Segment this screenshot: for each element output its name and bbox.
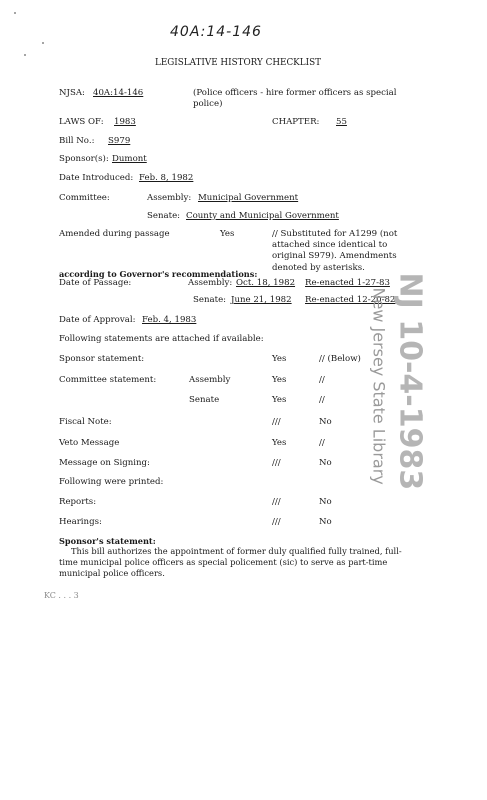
- passage-assembly-label: Assembly:: [188, 278, 233, 288]
- reports-label: Reports:: [59, 497, 97, 507]
- committee-statement-senate-note: //: [319, 395, 325, 405]
- reports-note: No: [319, 497, 332, 507]
- passage-assembly-date: Oct. 18, 1982: [236, 278, 296, 288]
- speck: [14, 12, 16, 14]
- sponsor-statement-value: Yes: [272, 354, 287, 364]
- committee-statement-label: Committee statement:: [59, 375, 157, 385]
- amended-note: // Substituted for A1299 (not attached since identical to original S979). Amendments denoted by asterisks.: [272, 229, 398, 273]
- passage-assembly-reenacted: Re-enacted 1-27-83: [305, 278, 390, 288]
- committee-senate-label: Senate:: [147, 211, 181, 221]
- fiscal-note-value: ///: [272, 417, 281, 427]
- governor-note: according to Governor's recommendations:: [59, 269, 258, 279]
- committee-statement-assembly-value: Yes: [272, 375, 287, 385]
- hearings-label: Hearings:: [59, 517, 102, 527]
- laws-of-value: 1983: [114, 117, 136, 127]
- reports-value: ///: [272, 497, 281, 507]
- hearings-value: ///: [272, 517, 281, 527]
- veto-note: //: [319, 438, 325, 448]
- date-introduced-label: Date Introduced:: [59, 173, 134, 183]
- hearings-note: No: [319, 517, 332, 527]
- handwritten-number: 40A:14-146: [170, 24, 262, 40]
- sponsor-statement-label: Sponsor statement:: [59, 354, 145, 364]
- njsa-value: 40A:14-146: [93, 88, 144, 98]
- passage-senate-label: Senate:: [193, 295, 227, 305]
- stamp-line-1: NJ 10-4-1983: [392, 272, 428, 491]
- sponsor-statement-text: This bill authorizes the appointment of former duly qualified fully trained, full-time municipal police officers as special policement (sic) to serve as part-time municipal police officers.: [59, 546, 402, 578]
- bill-value: S979: [108, 136, 131, 146]
- chapter-value: 55: [336, 117, 347, 127]
- signing-value: ///: [272, 458, 281, 468]
- sponsor-statement-note: // (Below): [319, 354, 361, 364]
- committee-statement-assembly-note: //: [319, 375, 325, 385]
- passage-senate-reenacted: Re-enacted 12-20-82: [305, 295, 396, 305]
- committee-senate-value: County and Municipal Government: [186, 211, 339, 221]
- speck: [42, 42, 44, 44]
- sponsors-value: Dumont: [112, 154, 147, 164]
- njsa-label: NJSA:: [59, 88, 85, 98]
- sponsor-statement-heading: Sponsor's statement:: [59, 536, 156, 546]
- committee-statement-assembly-label: Assembly: [189, 375, 231, 385]
- chapter-label: CHAPTER:: [272, 117, 320, 127]
- fiscal-note-note: No: [319, 417, 332, 427]
- approval-value: Feb. 4, 1983: [142, 315, 197, 325]
- committee-assembly-label: Assembly:: [147, 193, 192, 203]
- signing-label: Message on Signing:: [59, 458, 150, 468]
- library-stamp: [369, 272, 450, 525]
- veto-value: Yes: [272, 438, 287, 448]
- speck: [24, 54, 26, 56]
- page-title: LEGISLATIVE HISTORY CHECKLIST: [155, 58, 321, 68]
- committee-label: Committee:: [59, 193, 110, 203]
- amended-label: Amended during passage: [59, 229, 170, 239]
- njsa-description: (Police officers - hire former officers as special police): [193, 88, 397, 110]
- sponsors-label: Sponsor(s):: [59, 154, 109, 164]
- following-attached: Following statements are attached if available:: [59, 334, 264, 344]
- passage-label: Date of Passage:: [59, 278, 132, 288]
- bill-label: Bill No.:: [59, 136, 95, 146]
- approval-label: Date of Approval:: [59, 315, 136, 325]
- following-printed: Following were printed:: [59, 477, 164, 487]
- committee-assembly-value: Municipal Government: [198, 193, 299, 203]
- passage-senate-date: June 21, 1982: [231, 295, 292, 305]
- footer-mark: KC . . . 3: [44, 591, 79, 600]
- committee-statement-senate-label: Senate: [189, 395, 220, 405]
- fiscal-note-label: Fiscal Note:: [59, 417, 112, 427]
- veto-label: Veto Message: [59, 438, 120, 448]
- committee-statement-senate-value: Yes: [272, 395, 287, 405]
- laws-of-label: LAWS OF:: [59, 117, 104, 127]
- stamp-line-2: New Jersey State Library: [369, 287, 389, 485]
- date-introduced-value: Feb. 8, 1982: [139, 173, 194, 183]
- amended-value: Yes: [220, 229, 235, 239]
- signing-note: No: [319, 458, 332, 468]
